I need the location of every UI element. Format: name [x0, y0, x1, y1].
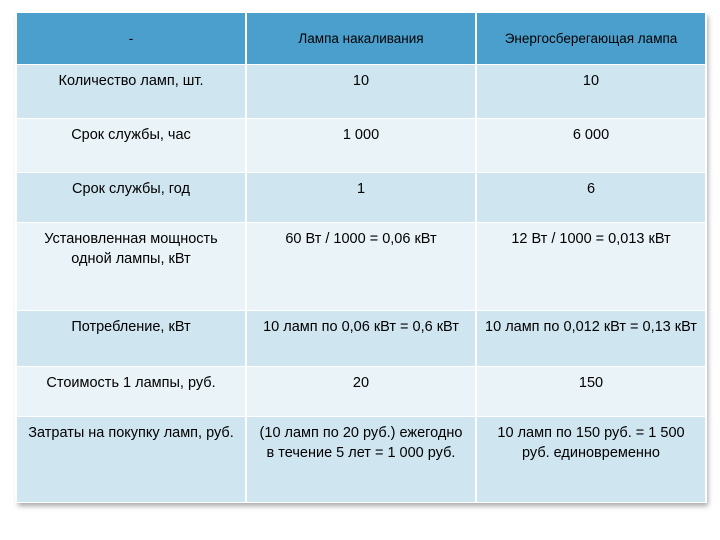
lamp-comparison-table [15, 12, 707, 503]
row-label-purchase-costs: Затраты на покупку ламп, руб. [16, 417, 246, 503]
cell-value: (10 ламп по 20 руб.) ежегодно в течение 5 лет = 1 000 руб. [246, 417, 476, 503]
cell-value: 6 [476, 173, 706, 223]
cell-value: 20 [246, 367, 476, 417]
table-row [16, 311, 706, 367]
header-cell-energy-saving: Энергосберегающая лампа [476, 13, 706, 65]
header-cell-empty: - [16, 13, 246, 65]
table-header-row [16, 13, 706, 65]
cell-value: 10 ламп по 150 руб. = 1 500 руб. единовременно [476, 417, 706, 503]
cell-value: 10 ламп по 0,06 кВт = 0,6 кВт [246, 311, 476, 367]
cell-value: 12 Вт / 1000 = 0,013 кВт [476, 223, 706, 311]
cell-value: 1 [246, 173, 476, 223]
row-label-lifetime-years: Срок службы, год [16, 173, 246, 223]
row-label-lamp-price: Стоимость 1 лампы, руб. [16, 367, 246, 417]
row-label-consumption: Потребление, кВт [16, 311, 246, 367]
table-row [16, 65, 706, 119]
table-row [16, 417, 706, 503]
cell-value: 150 [476, 367, 706, 417]
table-row [16, 119, 706, 173]
cell-value: 10 ламп по 0,012 кВт = 0,13 кВт [476, 311, 706, 367]
comparison-table-container [15, 12, 705, 502]
cell-value: 10 [246, 65, 476, 119]
row-label-lamp-count: Количество ламп, шт. [16, 65, 246, 119]
cell-value: 1 000 [246, 119, 476, 173]
row-label-lifetime-hours: Срок службы, час [16, 119, 246, 173]
header-cell-incandescent: Лампа накаливания [246, 13, 476, 65]
row-label-installed-power: Установленная мощность одной лампы, кВт [16, 223, 246, 311]
cell-value: 6 000 [476, 119, 706, 173]
cell-value: 10 [476, 65, 706, 119]
table-row [16, 223, 706, 311]
cell-value: 60 Вт / 1000 = 0,06 кВт [246, 223, 476, 311]
table-row [16, 173, 706, 223]
table-row [16, 367, 706, 417]
